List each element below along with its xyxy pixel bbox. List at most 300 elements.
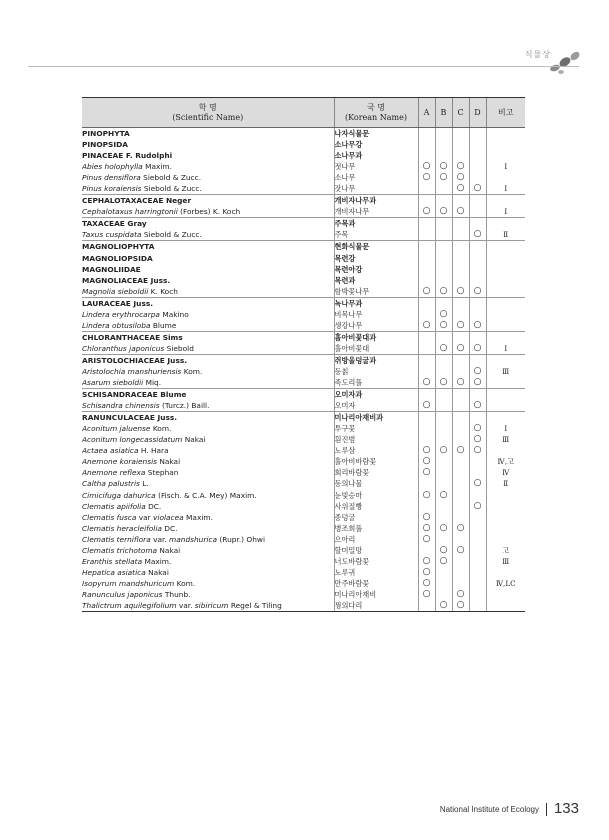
site-a-mark: [418, 264, 435, 275]
site-b-mark: [435, 241, 452, 253]
remark-cell: [486, 286, 525, 298]
site-d-mark: [469, 523, 486, 534]
species-epithet: Aconitum jaluense: [82, 424, 151, 434]
site-b-mark: [435, 501, 452, 512]
remark-cell: [486, 490, 525, 501]
site-a-mark: [418, 253, 435, 264]
site-d-mark: [469, 467, 486, 478]
scientific-name-cell: [82, 331, 334, 343]
species-epithet: Hepatica asiatica: [82, 567, 146, 577]
site-d-mark: [469, 253, 486, 264]
remark-cell: Ⅳ: [486, 467, 525, 478]
site-b-mark: ○: [435, 377, 452, 389]
korean-name-cell: 오미자과: [334, 389, 418, 401]
scientific-name-cell: [82, 264, 334, 275]
site-c-mark: [452, 423, 469, 434]
site-c-mark: [452, 309, 469, 320]
scientific-name-cell: [82, 467, 334, 478]
site-d-mark: [469, 490, 486, 501]
scientific-name-cell: [82, 389, 334, 401]
remark-cell: [486, 589, 525, 600]
site-a-mark: ○: [418, 206, 435, 218]
korean-name-cell: 눈빛승마: [334, 490, 418, 501]
site-a-mark: [418, 150, 435, 161]
site-a-mark: ○: [418, 445, 435, 456]
remark-cell: [486, 264, 525, 275]
species-epithet: Actaea asiatica: [82, 446, 139, 456]
species-epithet: Caltha palustris: [82, 479, 140, 489]
species-table: [82, 97, 525, 612]
author-name: Siebold: [164, 343, 194, 353]
korean-name-cell: 나자식물문: [334, 128, 418, 140]
site-b-mark: ○: [435, 172, 452, 183]
col-a: A: [418, 98, 435, 128]
author-name: Siebold & Zucc.: [140, 173, 202, 183]
site-c-mark: [452, 567, 469, 578]
site-a-mark: [418, 354, 435, 366]
species-epithet: Ranunculus japonicus: [82, 589, 163, 599]
remark-cell: Ⅰ: [486, 183, 525, 195]
remark-cell: [486, 567, 525, 578]
site-d-mark: [469, 206, 486, 218]
scientific-name-cell: [82, 309, 334, 320]
col-c: C: [452, 98, 469, 128]
species-epithet: Isopyrum mandshuricum: [82, 578, 175, 588]
remark-cell: Ⅱ: [486, 478, 525, 489]
korean-name-cell: 노루귀: [334, 567, 418, 578]
site-b-mark: ○: [435, 343, 452, 355]
korean-name-cell: 동의나물: [334, 478, 418, 489]
site-a-mark: ○: [418, 512, 435, 523]
scientific-name-cell: [82, 183, 334, 195]
site-d-mark: [469, 600, 486, 612]
korean-name-cell: 함박꽃나무: [334, 286, 418, 298]
site-c-mark: [452, 354, 469, 366]
site-c-mark: [452, 297, 469, 309]
site-b-mark: [435, 456, 452, 467]
table-row: [82, 229, 525, 241]
site-c-mark: [452, 512, 469, 523]
site-a-mark: ○: [418, 172, 435, 183]
site-d-mark: ○: [469, 286, 486, 298]
site-c-mark: [452, 534, 469, 545]
taxon-name: RANUNCULACEAE Juss.: [82, 413, 178, 423]
site-a-mark: [418, 241, 435, 253]
site-b-mark: ○: [435, 445, 452, 456]
site-c-mark: ○: [452, 206, 469, 218]
site-a-mark: [418, 434, 435, 445]
table-row: [82, 412, 525, 424]
site-d-mark: [469, 139, 486, 150]
scientific-name-cell: [82, 150, 334, 161]
site-d-mark: [469, 512, 486, 523]
site-c-mark: [452, 556, 469, 567]
author-name: L.: [139, 479, 149, 489]
korean-name-cell: 족도리풀: [334, 377, 418, 389]
site-c-mark: [452, 275, 469, 286]
author-name: Siebold & Zucc.: [141, 184, 202, 194]
site-a-mark: [418, 183, 435, 195]
korean-name-cell: 쥐방울덩굴과: [334, 354, 418, 366]
table-row: [82, 389, 525, 401]
table-row: [82, 286, 525, 298]
site-d-mark: ○: [469, 229, 486, 241]
species-epithet: Clematis fusca: [82, 512, 137, 522]
site-a-mark: ○: [418, 161, 435, 172]
table-row: [82, 556, 525, 567]
site-c-mark: [452, 400, 469, 412]
table-row: [82, 206, 525, 218]
site-c-mark: [452, 150, 469, 161]
korean-name-cell: 목련아강: [334, 264, 418, 275]
site-b-mark: [435, 389, 452, 401]
taxon-name: ARISTOLOCHIACEAE Juss.: [82, 355, 188, 365]
site-b-mark: [435, 253, 452, 264]
scientific-name-cell: [82, 128, 334, 140]
site-a-mark: [418, 501, 435, 512]
species-epithet: Lindera erythrocarpa: [82, 309, 160, 319]
korean-name-cell: 목련강: [334, 253, 418, 264]
remark-cell: [486, 253, 525, 264]
footer-institute: National Institute of Ecology: [439, 805, 539, 814]
remark-cell: 고: [486, 545, 525, 556]
site-c-mark: ○: [452, 589, 469, 600]
korean-name-cell: 할미밀망: [334, 545, 418, 556]
variety-author: Maxim.: [183, 512, 213, 522]
site-b-mark: [435, 534, 452, 545]
scientific-name-cell: [82, 600, 334, 612]
site-c-mark: ○: [452, 600, 469, 612]
korean-name-cell: 소나무강: [334, 139, 418, 150]
variety-author: (Rupr.) Ohwi: [217, 534, 266, 544]
footer-divider: [546, 803, 548, 816]
korean-name-cell: 주목과: [334, 218, 418, 230]
table-row: [82, 309, 525, 320]
site-b-mark: ○: [435, 206, 452, 218]
korean-name-cell: 흰진범: [334, 434, 418, 445]
scientific-name-cell: [82, 366, 334, 377]
table-row: [82, 523, 525, 534]
site-a-mark: [418, 297, 435, 309]
site-d-mark: [469, 331, 486, 343]
site-b-mark: [435, 229, 452, 241]
taxon-name: LAURACEAE Juss.: [82, 298, 154, 308]
scientific-name-cell: [82, 139, 334, 150]
table-row: [82, 253, 525, 264]
scientific-name-cell: [82, 567, 334, 578]
site-b-mark: ○: [435, 161, 452, 172]
col-korean-en: (Korean Name): [345, 112, 407, 122]
remark-cell: [486, 241, 525, 253]
table-row: [82, 434, 525, 445]
site-b-mark: [435, 297, 452, 309]
variety-epithet: mandshurica: [169, 534, 218, 544]
site-d-mark: [469, 150, 486, 161]
taxon-name: PINOPSIDA: [82, 140, 128, 150]
species-epithet: Anemone koraiensis: [82, 457, 157, 467]
species-epithet: Aconitum longecassidatum: [82, 435, 183, 445]
author-name: Nakai: [157, 457, 181, 467]
site-a-mark: [418, 389, 435, 401]
remark-cell: [486, 139, 525, 150]
remark-cell: Ⅳ,LC: [486, 578, 525, 589]
species-epithet: Chloranthus japonicus: [82, 343, 165, 353]
site-b-mark: [435, 354, 452, 366]
site-c-mark: [452, 578, 469, 589]
taxon-name: CEPHALOTAXACEAE Neger: [82, 196, 192, 206]
site-a-mark: [418, 229, 435, 241]
site-d-mark: [469, 275, 486, 286]
author-name: Kom.: [181, 367, 203, 376]
site-a-mark: [418, 343, 435, 355]
site-b-mark: ○: [435, 545, 452, 556]
table-row: [82, 545, 525, 556]
site-c-mark: [452, 241, 469, 253]
scientific-name-cell: [82, 445, 334, 456]
author-name: Siebold & Zucc.: [141, 230, 202, 240]
site-b-mark: ○: [435, 523, 452, 534]
site-b-mark: [435, 139, 452, 150]
site-a-mark: ○: [418, 456, 435, 467]
remark-cell: [486, 218, 525, 230]
site-a-mark: ○: [418, 286, 435, 298]
site-d-mark: [469, 195, 486, 207]
remark-cell: [486, 523, 525, 534]
taxon-name: MAGNOLIIDAE: [82, 264, 141, 274]
species-epithet: Thalictrum aquilegifolium: [82, 600, 177, 610]
table-row: [82, 423, 525, 434]
site-c-mark: ○: [452, 445, 469, 456]
remark-cell: [486, 377, 525, 389]
site-c-mark: [452, 501, 469, 512]
korean-name-cell: 홀아비꽃대과: [334, 331, 418, 343]
scientific-name-cell: [82, 434, 334, 445]
author-name: (Fisch. & C.A. Mey) Maxim.: [155, 490, 257, 500]
col-scientific-en: (Scientific Name): [172, 112, 244, 122]
table-header-row: [82, 98, 525, 128]
col-scientific-ko: 학 명: [198, 102, 217, 112]
table-row: [82, 264, 525, 275]
scientific-name-cell: [82, 545, 334, 556]
site-c-mark: [452, 218, 469, 230]
species-epithet: Cimicifuga dahurica: [82, 490, 156, 500]
taxon-name: PINACEAE F. Rudolphi: [82, 151, 173, 161]
remark-cell: Ⅰ: [486, 206, 525, 218]
site-c-mark: ○: [452, 183, 469, 195]
remark-cell: Ⅰ: [486, 423, 525, 434]
table-row: [82, 128, 525, 140]
species-epithet: Pinus koraiensis: [82, 184, 142, 194]
remark-cell: [486, 320, 525, 332]
species-epithet: Clematis heracleifolia: [82, 523, 162, 533]
scientific-name-cell: [82, 534, 334, 545]
author-name: (Forbes) K. Koch: [177, 207, 241, 217]
taxon-name: TAXACEAE Gray: [82, 219, 147, 229]
site-d-mark: ○: [469, 366, 486, 377]
site-c-mark: ○: [452, 286, 469, 298]
site-b-mark: ○: [435, 490, 452, 501]
site-a-mark: [418, 478, 435, 489]
scientific-name-cell: [82, 490, 334, 501]
site-a-mark: [418, 423, 435, 434]
table-row: [82, 578, 525, 589]
header-rule: [28, 66, 579, 67]
variety-epithet: violacea: [153, 512, 184, 522]
scientific-name-cell: [82, 412, 334, 424]
site-d-mark: [469, 218, 486, 230]
author-name: var.: [176, 600, 195, 610]
site-b-mark: [435, 128, 452, 140]
site-a-mark: ○: [418, 589, 435, 600]
site-a-mark: ○: [418, 523, 435, 534]
scientific-name-cell: [82, 297, 334, 309]
site-c-mark: [452, 139, 469, 150]
table-row: [82, 445, 525, 456]
korean-name-cell: 너도바람꽃: [334, 556, 418, 567]
site-c-mark: [452, 229, 469, 241]
site-b-mark: ○: [435, 556, 452, 567]
col-remark: 비고: [486, 98, 525, 128]
taxon-name: MAGNOLIOPHYTA: [82, 242, 155, 252]
taxon-name: CHLORANTHACEAE Sims: [82, 332, 183, 342]
site-b-mark: [435, 150, 452, 161]
species-epithet: Pinus densiflora: [82, 173, 141, 183]
site-a-mark: ○: [418, 467, 435, 478]
table-row: [82, 354, 525, 366]
site-a-mark: [418, 412, 435, 424]
species-epithet: Anemone reflexa: [82, 468, 146, 478]
scientific-name-cell: [82, 589, 334, 600]
remark-cell: [486, 297, 525, 309]
site-c-mark: [452, 195, 469, 207]
site-c-mark: [452, 412, 469, 424]
col-b: B: [435, 98, 452, 128]
remark-cell: Ⅰ: [486, 161, 525, 172]
table-row: [82, 150, 525, 161]
table-row: [82, 467, 525, 478]
korean-name-cell: 등칡: [334, 366, 418, 377]
author-name: Makino: [159, 309, 189, 319]
site-c-mark: [452, 490, 469, 501]
korean-name-cell: 개비자나무: [334, 206, 418, 218]
site-d-mark: [469, 128, 486, 140]
author-name: Kom.: [150, 424, 172, 434]
site-c-mark: [452, 434, 469, 445]
site-c-mark: [452, 366, 469, 377]
author-name: H. Hara: [138, 446, 169, 456]
korean-name-cell: 주목: [334, 229, 418, 241]
site-b-mark: ○: [435, 600, 452, 612]
site-d-mark: [469, 172, 486, 183]
site-d-mark: ○: [469, 423, 486, 434]
korean-name-cell: 비목나무: [334, 309, 418, 320]
site-b-mark: [435, 412, 452, 424]
author-name: Nakai: [182, 435, 206, 445]
korean-name-cell: 오미자: [334, 400, 418, 412]
table-row: [82, 139, 525, 150]
site-b-mark: [435, 589, 452, 600]
site-a-mark: ○: [418, 400, 435, 412]
author-name: K. Koch: [148, 286, 178, 296]
site-d-mark: ○: [469, 501, 486, 512]
table-row: [82, 218, 525, 230]
site-d-mark: ○: [469, 343, 486, 355]
site-c-mark: ○: [452, 377, 469, 389]
remark-cell: [486, 195, 525, 207]
site-c-mark: ○: [452, 523, 469, 534]
variety-author: Regel & Tiling: [228, 600, 282, 610]
site-c-mark: [452, 478, 469, 489]
leaf-decoration-icon: [547, 48, 583, 76]
site-c-mark: ○: [452, 172, 469, 183]
scientific-name-cell: [82, 195, 334, 207]
table-row: [82, 366, 525, 377]
author-name: Maxim.: [142, 556, 172, 566]
site-d-mark: [469, 297, 486, 309]
site-a-mark: ○: [418, 490, 435, 501]
table-row: [82, 490, 525, 501]
author-name: DC.: [145, 501, 162, 511]
table-row: [82, 320, 525, 332]
remark-cell: [486, 331, 525, 343]
author-name: Miq.: [143, 378, 162, 388]
remark-cell: Ⅳ,고: [486, 456, 525, 467]
remark-cell: Ⅲ: [486, 434, 525, 445]
species-epithet: Clematis apiifolia: [82, 501, 146, 511]
page-number: 133: [553, 800, 579, 817]
col-d: D: [469, 98, 486, 128]
korean-name-cell: 생강나무: [334, 320, 418, 332]
scientific-name-cell: [82, 241, 334, 253]
species-epithet: Aristolochia manshuriensis: [82, 367, 182, 376]
site-d-mark: [469, 556, 486, 567]
author-name: Kom.: [174, 578, 196, 588]
site-b-mark: [435, 567, 452, 578]
table-row: [82, 275, 525, 286]
site-d-mark: [469, 309, 486, 320]
site-b-mark: [435, 434, 452, 445]
remark-cell: Ⅱ: [486, 229, 525, 241]
remark-cell: [486, 400, 525, 412]
author-name: Thunb.: [162, 589, 191, 599]
site-a-mark: [418, 331, 435, 343]
site-d-mark: ○: [469, 445, 486, 456]
korean-name-cell: 녹나무과: [334, 297, 418, 309]
korean-name-cell: 회리바람꽃: [334, 467, 418, 478]
species-epithet: Abies holophylla: [82, 162, 143, 172]
site-a-mark: [418, 128, 435, 140]
table-row: [82, 534, 525, 545]
variety-epithet: sibiricum: [194, 600, 229, 610]
site-a-mark: [418, 275, 435, 286]
remark-cell: [486, 354, 525, 366]
table-row: [82, 589, 525, 600]
site-d-mark: [469, 389, 486, 401]
author-name: Nakai: [145, 567, 169, 577]
korean-name-cell: 홀아비바람꽃: [334, 456, 418, 467]
remark-cell: [486, 275, 525, 286]
korean-name-cell: 으아리: [334, 534, 418, 545]
site-a-mark: [418, 139, 435, 150]
scientific-name-cell: [82, 400, 334, 412]
site-d-mark: ○: [469, 377, 486, 389]
scientific-name-cell: [82, 253, 334, 264]
scientific-name-cell: [82, 423, 334, 434]
korean-name-cell: 소나무과: [334, 150, 418, 161]
species-epithet: Clematis terniflora: [82, 534, 151, 544]
site-c-mark: ○: [452, 545, 469, 556]
scientific-name-cell: [82, 286, 334, 298]
